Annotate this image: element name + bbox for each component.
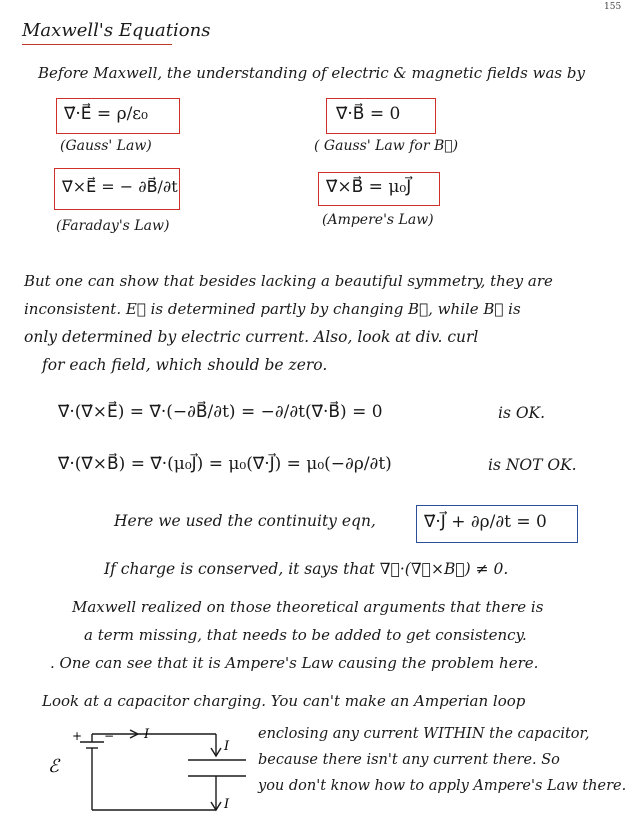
faraday-law-equation: ∇⃗×E⃗ = − ∂B⃗/∂t [62, 177, 178, 196]
capacitor-text-line3: you don't know how to apply Ampere's Law there. [258, 778, 627, 794]
title-underline [22, 44, 172, 45]
gauss-law-b-equation: ∇⃗·B⃗ = 0 [336, 104, 401, 124]
paragraph1-line4: for each field, which should be zero. [42, 356, 328, 374]
gauss-law-equation: ∇⃗·E⃗ = ρ/ε₀ [64, 104, 148, 124]
gauss-law-label: (Gauss' Law) [60, 138, 152, 154]
battery-plus-sign: + [72, 729, 83, 743]
ampere-law-label: (Ampere's Law) [322, 212, 434, 228]
paragraph1-line3: only determined by electric current. Also, look at div. curl [24, 328, 479, 346]
paragraph2-line1: Maxwell realized on those theoretical arguments that there is [72, 598, 544, 616]
intro-text: Before Maxwell, the understanding of electric & magnetic fields was by [38, 64, 585, 82]
capacitor-circuit-diagram [48, 720, 250, 816]
derivation-line1-note: is OK. [498, 404, 546, 422]
faraday-law-label: (Faraday's Law) [56, 218, 170, 234]
current-label-bottom: I [224, 797, 230, 812]
ampere-law-equation: ∇⃗×B⃗ = μ₀J⃗ [326, 177, 412, 197]
gauss-law-b-label: ( Gauss' Law for B⃗) [314, 138, 459, 154]
page-number: 155 [604, 2, 622, 12]
continuity-text: Here we used the continuity eqn, [114, 512, 376, 530]
derivation-line2: ∇⃗·(∇⃗×B⃗) = ∇⃗·(μ₀J⃗) = μ₀(∇⃗·J⃗) = μ₀(−∂ρ/∂t) [58, 454, 392, 474]
paragraph2-line3: . One can see that it is Ampere's Law causing the problem here. [50, 654, 539, 672]
capacitor-text-line1: enclosing any current WITHIN the capacitor, [258, 726, 590, 742]
paragraph1-line1: But one can show that besides lacking a beautiful symmetry, they are [24, 272, 553, 290]
battery-minus-sign: − [104, 729, 115, 743]
page-title: Maxwell's Equations [22, 20, 211, 41]
current-label-top: I [144, 727, 150, 742]
derivation-line2-note: is NOT OK. [488, 456, 577, 474]
derivation-line1: ∇⃗·(∇⃗×E⃗) = ∇⃗·(−∂B⃗/∂t) = −∂/∂t(∇⃗·B⃗) = 0 [58, 402, 383, 422]
capacitor-text-line2: because there isn't any current there. So [258, 752, 560, 768]
continuity-equation: ∇⃗·J⃗ + ∂ρ/∂t = 0 [424, 512, 547, 532]
paragraph2-line2: a term missing, that needs to be added to get consistency. [84, 626, 527, 644]
emf-label: ℰ [48, 756, 59, 777]
current-label-right: I [224, 739, 230, 754]
paragraph1-line2: inconsistent. E⃗ is determined partly by changing B⃗, while B⃗ is [24, 300, 521, 318]
conserved-text: If charge is conserved, it says that ∇⃗·(∇⃗×B⃗) ≠ 0. [104, 560, 509, 578]
capacitor-intro: Look at a capacitor charging. You can't make an Amperian loop [42, 692, 526, 710]
